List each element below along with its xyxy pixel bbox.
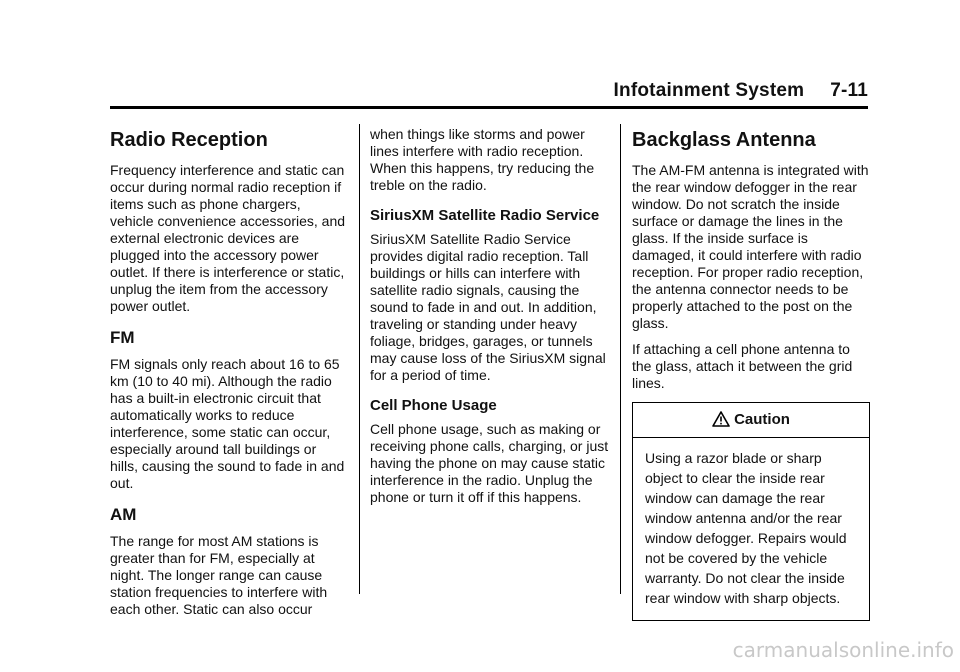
watermark: carmanualsonline.info — [732, 638, 954, 662]
siriusxm-heading: SiriusXM Satellite Radio Service — [370, 207, 600, 224]
radio-reception-heading: Radio Reception — [110, 129, 268, 151]
am-text: The range for most AM stations is greater than for FM, especially at night. The longer range can cause station frequencies to interfere with each other. Static can also occur — [110, 533, 328, 617]
caution-header — [633, 403, 869, 438]
page-header — [110, 80, 868, 109]
cell-phone-heading: Cell Phone Usage — [370, 397, 497, 414]
column-divider — [359, 124, 360, 594]
page-number: 7-11 — [830, 80, 868, 101]
am-heading: AM — [110, 505, 137, 524]
cell-antenna-text: If attaching a cell phone antenna to the glass, attach it between the grid lines. — [632, 341, 853, 391]
am-text-continued: when things like storms and power lines interfere with radio reception. When this happens, try reducing the treble on the radio. — [370, 126, 595, 193]
cell-phone-text: Cell phone usage, such as making or receiving phone calls, charging, or just having the phone on may cause static interference in the radio. Unplug the phone or turn it off if this happens. — [370, 421, 609, 505]
section-title: Infotainment System — [613, 80, 805, 101]
fm-text: FM signals only reach about 16 to 65 km (10 to 40 mi). Although the radio has a built-in electronic circuit that automatically works to reduce interference, some static can occur, especially around tall buildings or hills, causing the sound to fade in and out. — [110, 356, 345, 491]
caution-box — [632, 402, 870, 621]
fm-heading: FM — [110, 328, 135, 347]
backglass-antenna-text: The AM-FM antenna is integrated with the rear window defogger in the rear window. Do not scratch the inside surface or damage the lines in the glass. If the inside surface is damaged, it could interfere with radio reception. For proper radio reception, the antenna connector needs to be properly attached to the post on the glass. — [632, 162, 869, 331]
caution-text: Using a razor blade or sharp object to clear the inside rear window can damage the rear window antenna and/or the rear window defogger. Repairs would not be covered by the vehicle warranty. Do not clear the inside rear window with sharp objects. — [645, 450, 847, 606]
warning-triangle-icon — [712, 411, 730, 427]
siriusxm-text: SiriusXM Satellite Radio Service provides digital radio reception. Tall buildings or hills can interfere with satellite radio signals, causing the sound to fade in and out. In addition, traveling or standing under heavy foliage, bridges, garages, or tunnels may cause loss of the SiriusXM signal for a period of time. — [370, 231, 606, 383]
column-2 — [370, 126, 610, 515]
column-1 — [110, 126, 348, 627]
caution-label: Caution — [734, 411, 790, 428]
header-title — [614, 80, 868, 102]
radio-reception-text: Frequency interference and static can occur during normal radio reception if items such as phone chargers, vehicle convenience accessories, and external electronic devices are plugged into the accessory power outlet. If there is interference or static, unplug the item from the accessory power outlet. — [110, 162, 346, 314]
column-3 — [632, 126, 872, 621]
backglass-antenna-heading: Backglass Antenna — [632, 129, 816, 151]
column-divider — [620, 124, 621, 594]
